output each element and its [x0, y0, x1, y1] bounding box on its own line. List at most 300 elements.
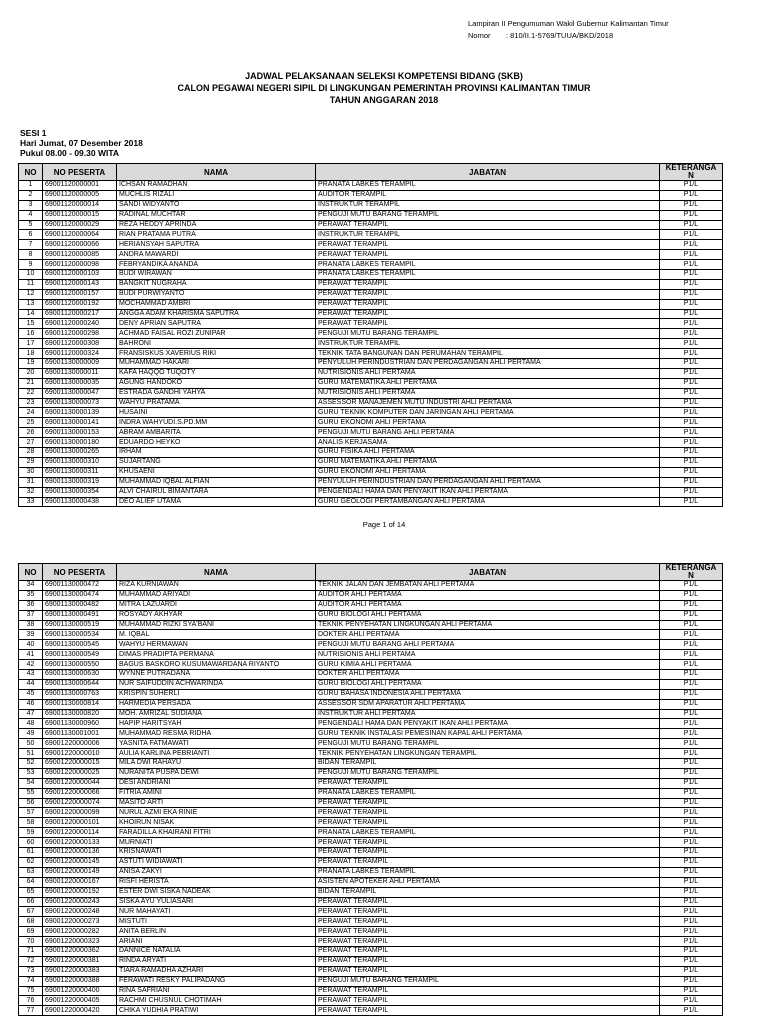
cell-nama: ANDRA MAWARDI: [117, 250, 316, 260]
table-row: [19, 457, 723, 467]
table-row: [19, 477, 723, 487]
cell-keterangan: P1/L: [660, 428, 723, 438]
cell-no: 49: [19, 729, 43, 739]
cell-no: 7: [19, 240, 43, 250]
cell-keterangan: P1/L: [660, 240, 723, 250]
table-row: [19, 581, 723, 591]
cell-jabatan: PERAWAT TERAMPIL: [316, 250, 660, 260]
table-row: [19, 719, 723, 729]
cell-nama: MOCHAMMAD AMBRI: [117, 299, 316, 309]
cell-keterangan: P1/L: [660, 457, 723, 467]
table-row: [19, 200, 723, 210]
cell-jabatan: PERAWAT TERAMPIL: [316, 1006, 660, 1016]
cell-peserta: 69001220000362: [43, 946, 117, 956]
cell-keterangan: P1/L: [660, 620, 723, 630]
cell-jabatan: GURU MATEMATIKA AHLI PERTAMA: [316, 457, 660, 467]
cell-no: 64: [19, 877, 43, 887]
cell-jabatan: BIDAN TERAMPIL: [316, 887, 660, 897]
cell-jabatan: AUDITOR AHLI PERTAMA: [316, 590, 660, 600]
cell-peserta: 69001130000474: [43, 590, 117, 600]
table-row: [19, 946, 723, 956]
cell-keterangan: P1/L: [660, 600, 723, 610]
cell-jabatan: PERAWAT TERAMPIL: [316, 279, 660, 289]
cell-no: 16: [19, 329, 43, 339]
cell-peserta: 69001120000103: [43, 270, 117, 280]
cell-keterangan: P1/L: [660, 818, 723, 828]
cell-nama: DANNICE NATALIA: [117, 946, 316, 956]
cell-peserta: 69001130000960: [43, 719, 117, 729]
cell-nama: MUCHLIS RIZALI: [117, 190, 316, 200]
cell-nama: ARIANI: [117, 937, 316, 947]
cell-jabatan: PRANATA LABKES TERAMPIL: [316, 181, 660, 191]
cell-nama: EDUARDO HEYKO: [117, 438, 316, 448]
table-row: [19, 778, 723, 788]
col-header-jabatan: JABATAN: [316, 564, 660, 581]
cell-no: 25: [19, 418, 43, 428]
cell-nama: ROSYADY AKHYAR: [117, 610, 316, 620]
cell-keterangan: P1/L: [660, 220, 723, 230]
cell-no: 53: [19, 768, 43, 778]
col-header-jabatan: JABATAN: [316, 164, 660, 181]
cell-keterangan: P1/L: [660, 946, 723, 956]
cell-keterangan: P1/L: [660, 200, 723, 210]
cell-nama: WAHYU HERMAWAN: [117, 640, 316, 650]
cell-nama: RISFI HERISTA: [117, 877, 316, 887]
cell-nama: MUHAMMAD IQBAL ALFIAN: [117, 477, 316, 487]
cell-keterangan: P1/L: [660, 467, 723, 477]
cell-peserta: 69001220000010: [43, 749, 117, 759]
keterangan-top: KETERANGA: [665, 163, 717, 172]
cell-jabatan: PENGUJI MUTU BARANG TERAMPIL: [316, 329, 660, 339]
table-row: [19, 630, 723, 640]
cell-peserta: 69001220000015: [43, 759, 117, 769]
cell-no: 23: [19, 398, 43, 408]
schedule-table-page-2: [18, 563, 723, 1016]
cell-jabatan: PERAWAT TERAMPIL: [316, 808, 660, 818]
cell-keterangan: P1/L: [660, 966, 723, 976]
cell-peserta: 69001120000298: [43, 329, 117, 339]
cell-keterangan: P1/L: [660, 907, 723, 917]
table-row: [19, 768, 723, 778]
cell-jabatan: PERAWAT TERAMPIL: [316, 996, 660, 1006]
cell-nama: TIARA RAMADHA AZHARI: [117, 966, 316, 976]
cell-no: 52: [19, 759, 43, 769]
table-row: [19, 418, 723, 428]
cell-peserta: 69001130001001: [43, 729, 117, 739]
table-row: [19, 917, 723, 927]
cell-no: 21: [19, 378, 43, 388]
cell-nama: MISTUTI: [117, 917, 316, 927]
cell-no: 63: [19, 867, 43, 877]
cell-nama: MUHAMMAD RIZKI SYA'BANI: [117, 620, 316, 630]
cell-keterangan: P1/L: [660, 630, 723, 640]
cell-nama: SISKA AYU YULIASARI: [117, 897, 316, 907]
keterangan-top: KETERANGA: [665, 563, 717, 572]
cell-jabatan: TEKNIK TATA BANGUNAN DAN PERUMAHAN TERAMPIL: [316, 349, 660, 359]
cell-keterangan: P1/L: [660, 289, 723, 299]
cell-keterangan: P1/L: [660, 788, 723, 798]
cell-no: 51: [19, 749, 43, 759]
cell-nama: MOH. AMRIZAL SUDIANA: [117, 709, 316, 719]
cell-jabatan: DOKTER AHLI PERTAMA: [316, 630, 660, 640]
cell-no: 27: [19, 438, 43, 448]
cell-jabatan: GURU TEKNIK KOMPUTER DAN JARINGAN AHLI PERTAMA: [316, 408, 660, 418]
cell-jabatan: PERAWAT TERAMPIL: [316, 319, 660, 329]
cell-keterangan: P1/L: [660, 877, 723, 887]
cell-peserta: 69001130000820: [43, 709, 117, 719]
cell-peserta: 69001120000192: [43, 299, 117, 309]
table-row: [19, 448, 723, 458]
cell-no: 77: [19, 1006, 43, 1016]
col-header-peserta: NO PESERTA: [43, 564, 117, 581]
table-row: [19, 408, 723, 418]
cell-no: 37: [19, 610, 43, 620]
cell-peserta: 69001220000136: [43, 848, 117, 858]
cell-peserta: 69001130000311: [43, 467, 117, 477]
nomor-line: [468, 30, 613, 41]
col-header-no: NO: [19, 164, 43, 181]
cell-nama: DESI ANDRIANI: [117, 778, 316, 788]
table-row: [19, 808, 723, 818]
cell-nama: RIAN PRATAMA PUTRA: [117, 230, 316, 240]
cell-keterangan: P1/L: [660, 689, 723, 699]
cell-nama: MITRA LAZUARDI: [117, 600, 316, 610]
cell-peserta: 69001220000248: [43, 907, 117, 917]
cell-no: 17: [19, 339, 43, 349]
cell-no: 19: [19, 359, 43, 369]
cell-keterangan: P1/L: [660, 798, 723, 808]
cell-jabatan: NUTRISIONIS AHLI PERTAMA: [316, 650, 660, 660]
cell-nama: FITRIA AMINI: [117, 788, 316, 798]
cell-keterangan: P1/L: [660, 230, 723, 240]
cell-nama: MURNIATI: [117, 838, 316, 848]
cell-keterangan: P1/L: [660, 739, 723, 749]
table-row: [19, 497, 723, 507]
cell-jabatan: GURU MATEMATIKA AHLI PERTAMA: [316, 378, 660, 388]
cell-keterangan: P1/L: [660, 438, 723, 448]
cell-nama: KRISPIN SUHERLI: [117, 689, 316, 699]
cell-peserta: 69001220000405: [43, 996, 117, 1006]
table-row: [19, 937, 723, 947]
table-row: [19, 210, 723, 220]
cell-peserta: 69001120000324: [43, 349, 117, 359]
cell-nama: DENY APRIAN SAPUTRA: [117, 319, 316, 329]
table-row: [19, 857, 723, 867]
cell-jabatan: PENGUJI MUTU BARANG AHLI PERTAMA: [316, 428, 660, 438]
cell-keterangan: P1/L: [660, 778, 723, 788]
cell-nama: AGUNG HANDOKO: [117, 378, 316, 388]
table-row: [19, 749, 723, 759]
cell-nama: RINDA ARYATI: [117, 956, 316, 966]
table-row: [19, 1006, 723, 1016]
cell-jabatan: ASISTEN APOTEKER AHLI PERTAMA: [316, 877, 660, 887]
cell-no: 73: [19, 966, 43, 976]
table-row: [19, 299, 723, 309]
cell-no: 6: [19, 230, 43, 240]
cell-jabatan: PRANATA LABKES TERAMPIL: [316, 788, 660, 798]
cell-nama: MUHAMMAD HAKARI: [117, 359, 316, 369]
cell-peserta: 69001220000273: [43, 917, 117, 927]
table-row: [19, 976, 723, 986]
cell-jabatan: AUDITOR AHLI PERTAMA: [316, 600, 660, 610]
table-row: [19, 729, 723, 739]
cell-jabatan: PERAWAT TERAMPIL: [316, 299, 660, 309]
cell-no: 65: [19, 887, 43, 897]
table-row: [19, 289, 723, 299]
cell-jabatan: DOKTER AHLI PERTAMA: [316, 670, 660, 680]
table-row: [19, 986, 723, 996]
cell-no: 47: [19, 709, 43, 719]
cell-keterangan: P1/L: [660, 927, 723, 937]
cell-keterangan: P1/L: [660, 768, 723, 778]
cell-no: 14: [19, 309, 43, 319]
cell-keterangan: P1/L: [660, 368, 723, 378]
cell-keterangan: P1/L: [660, 270, 723, 280]
cell-nama: MILA DWI RAHAYU: [117, 759, 316, 769]
cell-keterangan: P1/L: [660, 808, 723, 818]
cell-no: 74: [19, 976, 43, 986]
cell-keterangan: P1/L: [660, 670, 723, 680]
session-time: Pukul 08.00 - 09.30 WITA: [20, 148, 120, 158]
nomor-label: Nomor: [468, 31, 491, 40]
cell-nama: RADINAL MUCHTAR: [117, 210, 316, 220]
cell-no: 62: [19, 857, 43, 867]
cell-nama: REZA HEDDY APRINDA: [117, 220, 316, 230]
cell-no: 46: [19, 699, 43, 709]
cell-jabatan: PERAWAT TERAMPIL: [316, 838, 660, 848]
table-row: [19, 279, 723, 289]
cell-keterangan: P1/L: [660, 388, 723, 398]
title-line-3: TAHUN ANGGARAN 2018: [329, 95, 439, 105]
cell-no: 56: [19, 798, 43, 808]
cell-peserta: 69001120000157: [43, 289, 117, 299]
cell-peserta: 69001220000006: [43, 739, 117, 749]
cell-jabatan: PERAWAT TERAMPIL: [316, 857, 660, 867]
cell-peserta: 69001220000025: [43, 768, 117, 778]
cell-no: 54: [19, 778, 43, 788]
cell-nama: HERIANSYAH SAPUTRA: [117, 240, 316, 250]
cell-nama: NURUL AZMI EKA RINIE: [117, 808, 316, 818]
cell-peserta: 69001130000814: [43, 699, 117, 709]
table-row: [19, 610, 723, 620]
cell-no: 44: [19, 679, 43, 689]
cell-peserta: 69001130000763: [43, 689, 117, 699]
cell-no: 11: [19, 279, 43, 289]
cell-peserta: 69001220000381: [43, 956, 117, 966]
cell-peserta: 69001130000153: [43, 428, 117, 438]
cell-no: 24: [19, 408, 43, 418]
cell-jabatan: NUTRISIONIS AHLI PERTAMA: [316, 388, 660, 398]
table-row: [19, 828, 723, 838]
table-row: [19, 220, 723, 230]
cell-jabatan: PERAWAT TERAMPIL: [316, 897, 660, 907]
cell-no: 10: [19, 270, 43, 280]
cell-no: 3: [19, 200, 43, 210]
cell-jabatan: PERAWAT TERAMPIL: [316, 240, 660, 250]
cell-peserta: 69001120000085: [43, 250, 117, 260]
cell-peserta: 69001220000074: [43, 798, 117, 808]
cell-keterangan: P1/L: [660, 857, 723, 867]
cell-no: 55: [19, 788, 43, 798]
table-row: [19, 838, 723, 848]
cell-no: 76: [19, 996, 43, 1006]
table-row: [19, 620, 723, 630]
table-row: [19, 788, 723, 798]
cell-no: 22: [19, 388, 43, 398]
cell-keterangan: P1/L: [660, 640, 723, 650]
table-row: [19, 487, 723, 497]
cell-no: 41: [19, 650, 43, 660]
cell-nama: RACHMI CHUSNUL CHOTIMAH: [117, 996, 316, 1006]
cell-keterangan: P1/L: [660, 986, 723, 996]
table-row: [19, 709, 723, 719]
cell-no: 60: [19, 838, 43, 848]
cell-peserta: 69001130000319: [43, 477, 117, 487]
cell-jabatan: TEKNIK JALAN DAN JEMBATAN AHLI PERTAMA: [316, 581, 660, 591]
cell-peserta: 69001130000141: [43, 418, 117, 428]
cell-peserta: 69001130000630: [43, 670, 117, 680]
cell-keterangan: P1/L: [660, 497, 723, 507]
table-row: [19, 689, 723, 699]
cell-keterangan: P1/L: [660, 250, 723, 260]
cell-peserta: 69001130000545: [43, 640, 117, 650]
table-row: [19, 270, 723, 280]
cell-no: 58: [19, 818, 43, 828]
table-row: [19, 438, 723, 448]
cell-jabatan: GURU KIMIA AHLI PERTAMA: [316, 660, 660, 670]
cell-nama: HUSAINI: [117, 408, 316, 418]
cell-keterangan: P1/L: [660, 828, 723, 838]
table-row: [19, 966, 723, 976]
cell-no: 30: [19, 467, 43, 477]
cell-nama: WAHYU PRATAMA: [117, 398, 316, 408]
cell-keterangan: P1/L: [660, 650, 723, 660]
cell-jabatan: GURU BAHASA INDONESIA AHLI PERTAMA: [316, 689, 660, 699]
cell-no: 38: [19, 620, 43, 630]
cell-no: 1: [19, 181, 43, 191]
cell-nama: ANISA ZAKYI: [117, 867, 316, 877]
table-row: [19, 329, 723, 339]
cell-no: 5: [19, 220, 43, 230]
cell-nama: ASTUTI WIDIAWATI: [117, 857, 316, 867]
cell-peserta: 69001220000099: [43, 808, 117, 818]
cell-keterangan: P1/L: [660, 477, 723, 487]
cell-peserta: 69001220000149: [43, 867, 117, 877]
cell-peserta: 69001130000482: [43, 600, 117, 610]
cell-no: 4: [19, 210, 43, 220]
col-header-nama: NAMA: [117, 164, 316, 181]
cell-jabatan: GURU BIOLOGI AHLI PERTAMA: [316, 610, 660, 620]
cell-jabatan: PERAWAT TERAMPIL: [316, 778, 660, 788]
cell-no: 8: [19, 250, 43, 260]
cell-nama: HAPIP HARITSYAH: [117, 719, 316, 729]
cell-peserta: 69001220000383: [43, 966, 117, 976]
col-header-no: NO: [19, 564, 43, 581]
cell-keterangan: P1/L: [660, 729, 723, 739]
cell-keterangan: P1/L: [660, 897, 723, 907]
cell-keterangan: P1/L: [660, 699, 723, 709]
cell-jabatan: PERAWAT TERAMPIL: [316, 220, 660, 230]
cell-peserta: 69001120000014: [43, 200, 117, 210]
table-row: [19, 250, 723, 260]
cell-jabatan: PERAWAT TERAMPIL: [316, 937, 660, 947]
cell-jabatan: PERAWAT TERAMPIL: [316, 966, 660, 976]
cell-keterangan: P1/L: [660, 917, 723, 927]
cell-jabatan: PENGUJI MUTU BARANG AHLI PERTAMA: [316, 640, 660, 650]
cell-nama: RIZA KURNIAWAN: [117, 581, 316, 591]
session-date: Hari Jumat, 07 Desember 2018: [20, 138, 143, 148]
cell-nama: FERAWATI RESKY PALIPADANG: [117, 976, 316, 986]
cell-peserta: 69001220000243: [43, 897, 117, 907]
table-row: [19, 190, 723, 200]
table-row: [19, 319, 723, 329]
cell-peserta: 69001120000066: [43, 240, 117, 250]
cell-jabatan: INSTRUKTUR TERAMPIL: [316, 230, 660, 240]
cell-keterangan: P1/L: [660, 448, 723, 458]
cell-no: 20: [19, 368, 43, 378]
attachment-line: Lampiran II Pengumuman Wakil Gubernur Kalimantan Timur: [468, 19, 669, 28]
cell-jabatan: GURU TEKNIK INSTALASI PEMESINAN KAPAL AHLI PERTAMA: [316, 729, 660, 739]
cell-nama: BAGUS BASKORO KUSUMAWARDANA RIYANTO: [117, 660, 316, 670]
table-row: [19, 887, 723, 897]
cell-nama: ACHMAD FAISAL ROZI ZUNIPAR: [117, 329, 316, 339]
cell-jabatan: GURU EKONOMI AHLI PERTAMA: [316, 467, 660, 477]
cell-nama: MUHAMMAD RESMA RIDHA: [117, 729, 316, 739]
cell-nama: M. IQBAL: [117, 630, 316, 640]
cell-nama: BUDI PURWIYANTO: [117, 289, 316, 299]
cell-peserta: 69001130000438: [43, 497, 117, 507]
table-row: [19, 996, 723, 1006]
cell-peserta: 69001130000550: [43, 660, 117, 670]
cell-peserta: 69001120000143: [43, 279, 117, 289]
table-row: [19, 467, 723, 477]
cell-nama: BUDI WIRAWAN: [117, 270, 316, 280]
cell-keterangan: P1/L: [660, 719, 723, 729]
cell-nama: DIMAS PRADIPTA PERMANA: [117, 650, 316, 660]
cell-keterangan: P1/L: [660, 181, 723, 191]
cell-peserta: 69001220000167: [43, 877, 117, 887]
cell-no: 72: [19, 956, 43, 966]
cell-no: 33: [19, 497, 43, 507]
table-row: [19, 650, 723, 660]
cell-peserta: 69001220000066: [43, 788, 117, 798]
table-row: [19, 349, 723, 359]
table-row: [19, 260, 723, 270]
cell-jabatan: GURU FISIKA AHLI PERTAMA: [316, 448, 660, 458]
cell-jabatan: PERAWAT TERAMPIL: [316, 907, 660, 917]
cell-peserta: 69001120000005: [43, 190, 117, 200]
table-row: [19, 368, 723, 378]
cell-keterangan: P1/L: [660, 660, 723, 670]
cell-no: 34: [19, 581, 43, 591]
cell-nama: MASITO ARTI: [117, 798, 316, 808]
cell-jabatan: GURU GEOLOGI PERTAMBANGAN AHLI PERTAMA: [316, 497, 660, 507]
table-row: [19, 339, 723, 349]
cell-keterangan: P1/L: [660, 867, 723, 877]
cell-nama: INDRA WAHYUDI.S.PD.MM: [117, 418, 316, 428]
table-row: [19, 798, 723, 808]
table-row: [19, 660, 723, 670]
cell-keterangan: P1/L: [660, 260, 723, 270]
table-row: [19, 848, 723, 858]
col-header-keterangan: [660, 564, 723, 581]
cell-no: 39: [19, 630, 43, 640]
cell-jabatan: INSTRUKTUR TERAMPIL: [316, 339, 660, 349]
cell-jabatan: GURU BIOLOGI AHLI PERTAMA: [316, 679, 660, 689]
cell-keterangan: P1/L: [660, 190, 723, 200]
cell-keterangan: P1/L: [660, 378, 723, 388]
cell-keterangan: P1/L: [660, 1006, 723, 1016]
